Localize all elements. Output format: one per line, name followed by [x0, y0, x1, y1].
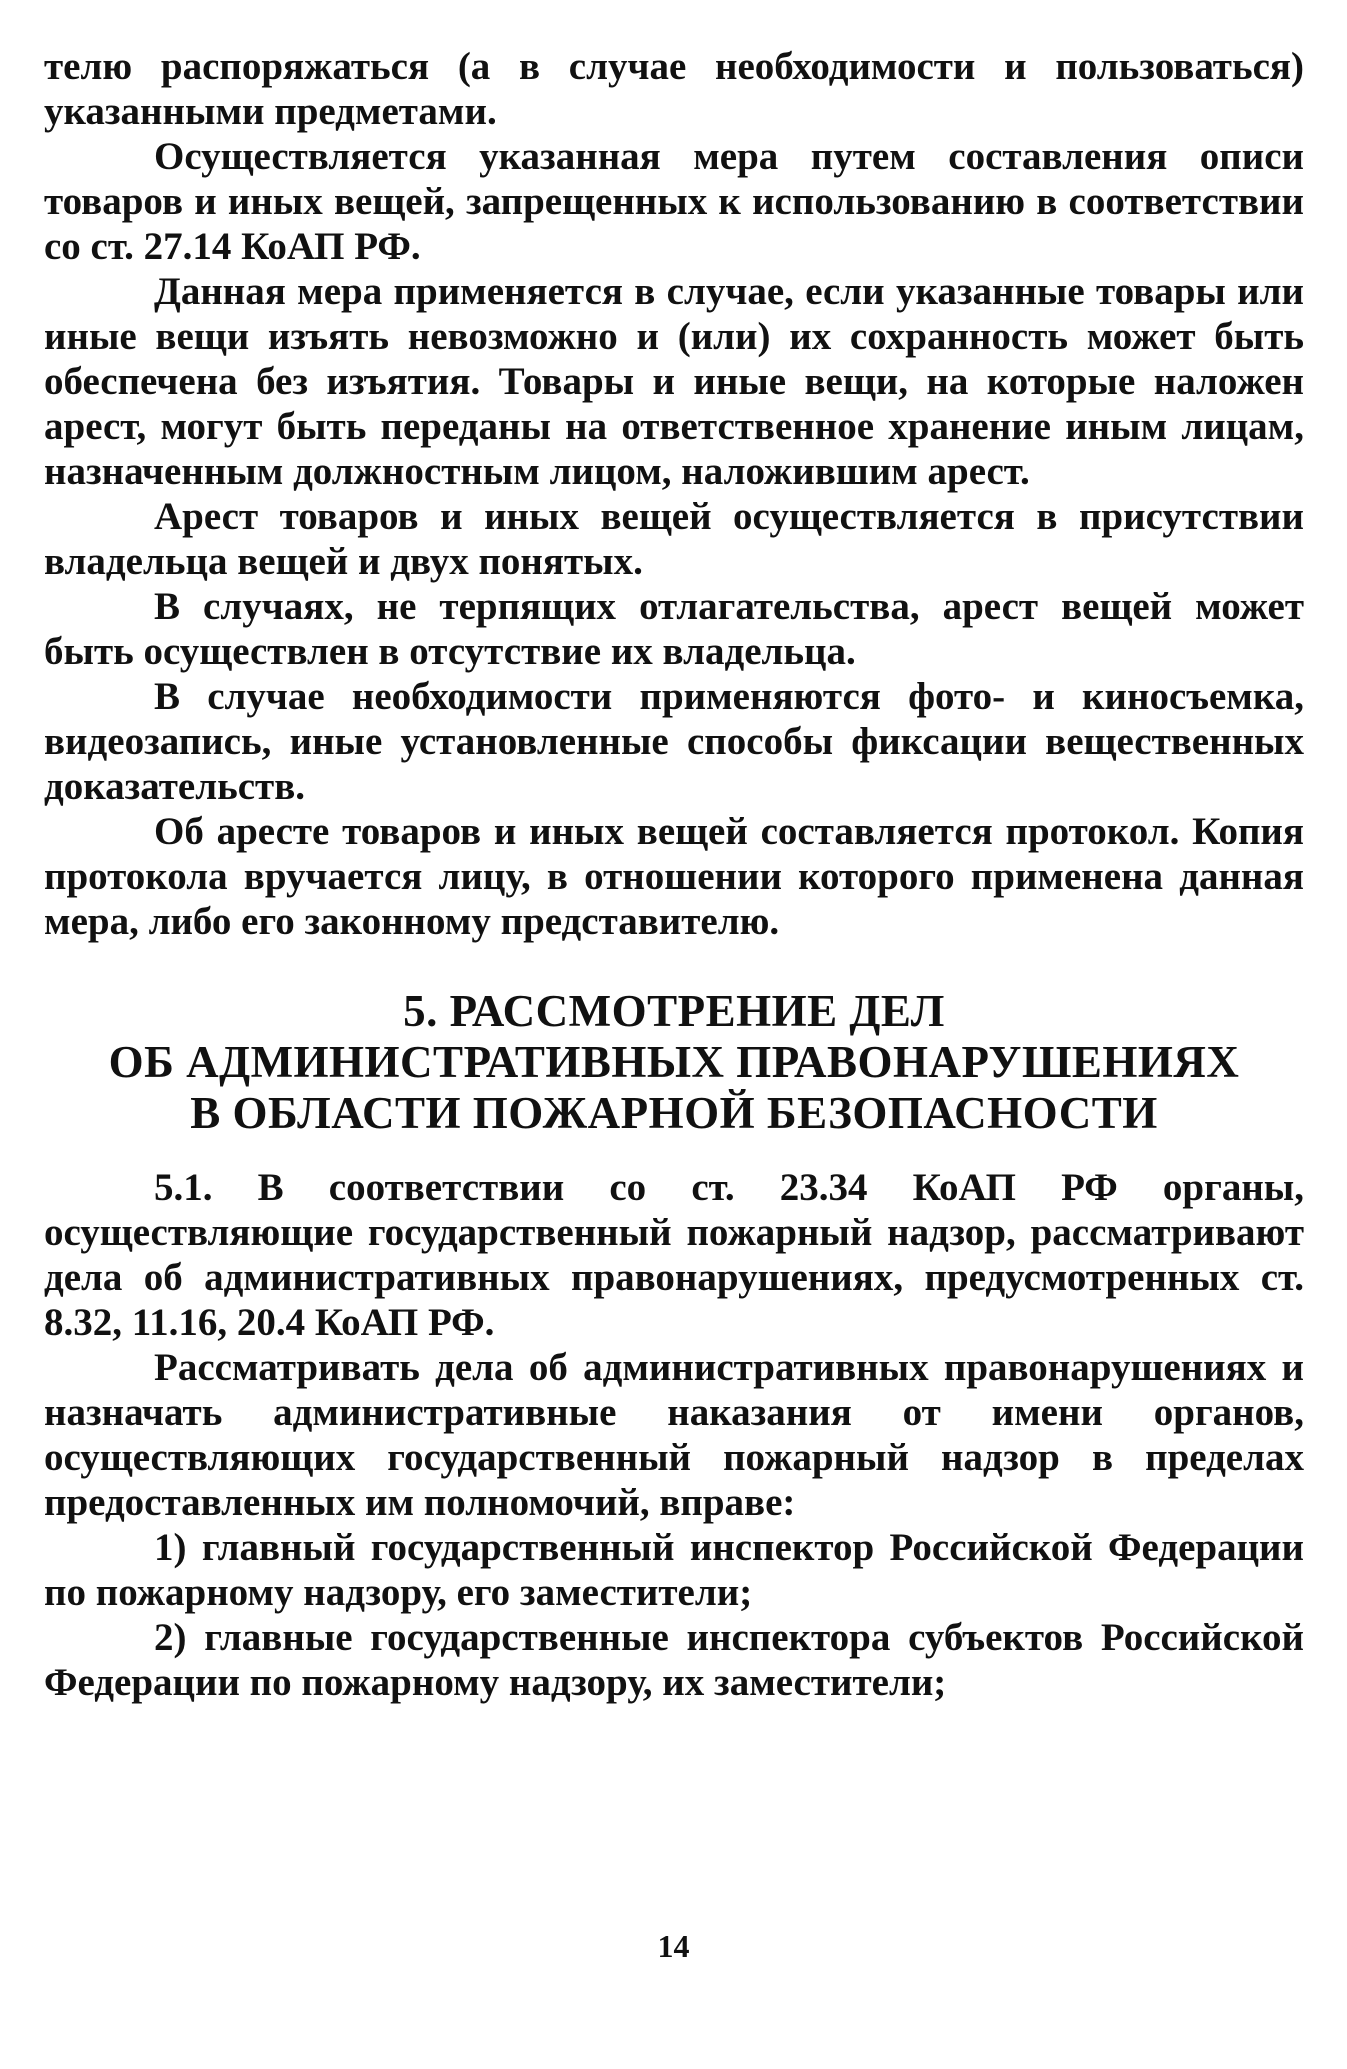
section-heading-line: В ОБЛАСТИ ПОЖАРНОЙ БЕЗОПАСНОСТИ — [190, 1088, 1158, 1138]
paragraph: Об аресте товаров и иных вещей составляется протокол. Копия протокола вручается лицу, в отношении которого применена данная мера, либо его законному представителю. — [44, 810, 1304, 943]
paragraph: В случаях, не терпящих отлагательства, арест вещей может быть осуществлен в отсутствие их владельца. — [44, 585, 1304, 673]
paragraph: Рассматривать дела об административных правонарушениях и назначать административные наказания от имени органов, осуществляющих государственный пожарный надзор в пределах предоставленных им полномочий, вправе: — [44, 1346, 1304, 1524]
list-item: 2) главные государственные инспектора субъектов Российской Федерации по пожарному надзору, их заместители; — [44, 1616, 1304, 1704]
document-page — [44, 44, 1304, 1705]
page-number: 14 — [657, 1928, 690, 1964]
paragraph: Осуществляется указанная мера путем составления описи товаров и иных вещей, запрещенных к использованию в соответствии со ст. 27.14 КоАП РФ. — [44, 135, 1304, 268]
paragraph: 5.1. В соответствии со ст. 23.34 КоАП РФ органы, осуществляющие государственный пожарный надзор, рассматривают дела об административных правонарушениях, предусмотренных ст. 8.32, 11.16, 20.4 КоАП РФ. — [44, 1166, 1304, 1344]
paragraph: Арест товаров и иных вещей осуществляется в присутствии владельца вещей и двух понятых. — [44, 495, 1304, 583]
paragraph: Данная мера применяется в случае, если указанные товары или иные вещи изъять невозможно и (или) их сохранность может быть обеспечена без изъятия. Товары и иные вещи, на которые наложен арест, могут быть переданы на ответственное хранение иным лицам, назначенным должностным лицом, наложившим арест. — [44, 270, 1304, 493]
section-heading-line: ОБ АДМИНИСТРАТИВНЫХ ПРАВОНАРУШЕНИЯХ — [108, 1037, 1240, 1087]
section-heading-line: 5. РАССМОТРЕНИЕ ДЕЛ — [403, 986, 945, 1036]
section-heading — [44, 986, 1304, 1139]
paragraph: В случае необходимости применяются фото- и киносъемка, видеозапись, иные установленные способы фиксации вещественных доказательств. — [44, 675, 1304, 808]
paragraph-continuation: телю распоряжаться (а в случае необходимости и пользоваться) указанными предметами. — [44, 45, 1304, 133]
list-item: 1) главный государственный инспектор Российской Федерации по пожарному надзору, его заместители; — [44, 1526, 1304, 1614]
